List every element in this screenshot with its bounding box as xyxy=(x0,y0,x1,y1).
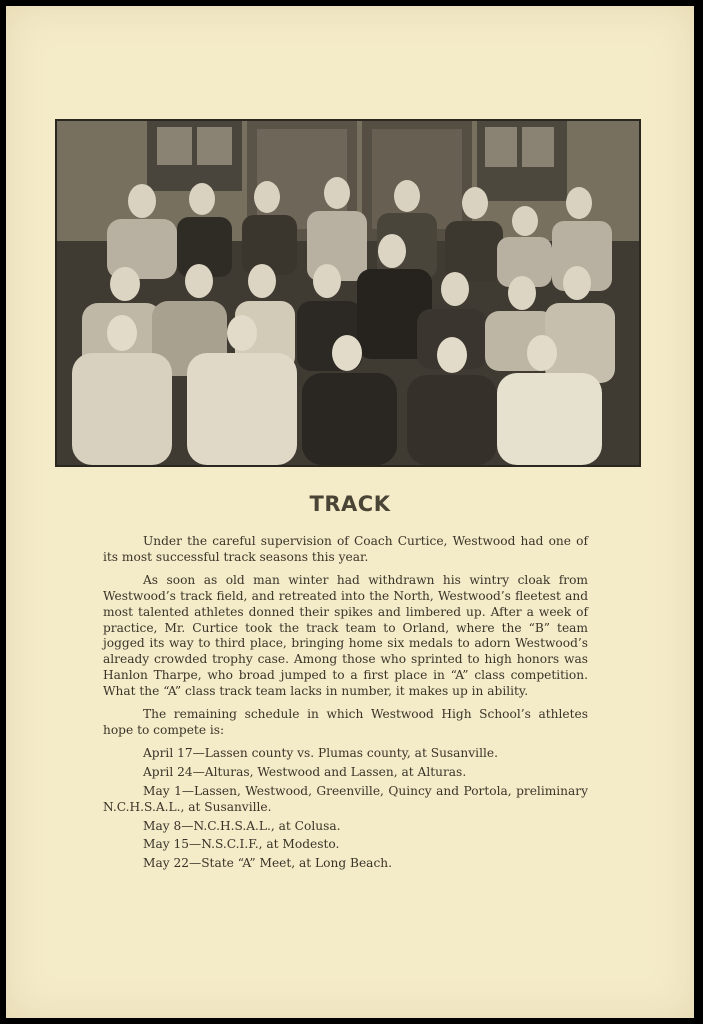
schedule-item: April 24—Alturas, Westwood and Lassen, at Alturas. xyxy=(143,764,467,779)
team-photo xyxy=(55,119,641,467)
team-photo-image xyxy=(57,121,639,465)
paragraph-intro: Under the careful supervision of Coach Curtice, Westwood had one of its most successful track seasons this year. xyxy=(103,534,588,564)
paragraph-schedule-intro: The remaining schedule in which Westwood High School’s athletes hope to compete is: xyxy=(103,707,588,737)
schedule-list xyxy=(103,746,588,872)
paragraph-season: As soon as old man winter had withdrawn his wintry cloak from Westwood’s track field, and retreated into the North, Westwood’s fleetest and most talented athletes donned their spikes and limbered up. After a week of practice, Mr. Curtice took the track team to Orland, where the “B” team jogged its way to third place, bringing home six medals to adorn Westwood’s already crowded trophy case. Among those who sprinted to high honors was Hanlon Tharpe, who broad jumped to a first place in “A” class competition. What the “A” class track team lacks in number, it makes up in ability. xyxy=(103,572,588,699)
schedule-item: May 1—Lassen, Westwood, Greenville, Quincy and Portola, preliminary N.C.H.S.A.L., at Susanville. xyxy=(103,783,588,814)
schedule-item: May 22—State “A” Meet, at Long Beach. xyxy=(143,856,392,871)
schedule-item: May 15—N.S.C.I.F., at Modesto. xyxy=(143,837,340,852)
article-body xyxy=(103,534,588,875)
page-title: TRACK xyxy=(309,492,391,516)
schedule-item: May 8—N.C.H.S.A.L., at Colusa. xyxy=(143,818,341,833)
schedule-item: April 17—Lassen county vs. Plumas county, at Susanville. xyxy=(143,745,498,760)
yearbook-page xyxy=(6,6,694,1018)
